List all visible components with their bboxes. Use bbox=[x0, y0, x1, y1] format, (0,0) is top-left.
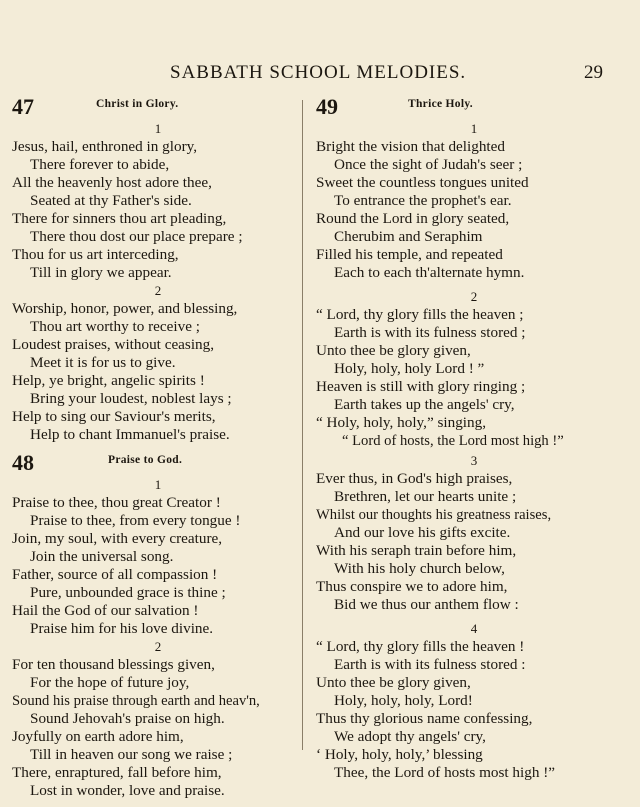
verse-line: For ten thousand blessings given, bbox=[12, 656, 215, 673]
verse-line: With his seraph train before him, bbox=[316, 542, 517, 559]
verse-line: Sound his praise through earth and heav'n, bbox=[12, 693, 260, 709]
verse-line: “ Lord, thy glory fills the heaven ! bbox=[316, 638, 525, 655]
verse-line: Bright the vision that delighted bbox=[316, 138, 505, 155]
verse-line: Seated at thy Father's side. bbox=[30, 192, 192, 209]
verse-line: There thou dost our place prepare ; bbox=[30, 228, 243, 245]
verse-line: “ Holy, holy, holy,” singing, bbox=[316, 414, 486, 431]
verse-line: Round the Lord in glory seated, bbox=[316, 210, 510, 227]
hymn-48 bbox=[12, 450, 304, 800]
verse-line: We adopt thy angels' cry, bbox=[334, 728, 486, 745]
page-number: 29 bbox=[584, 62, 603, 83]
verse-line: Ever thus, in God's high praises, bbox=[316, 470, 513, 487]
verse-number: 2 bbox=[154, 283, 162, 298]
verse-line: Whilst our thoughts his greatness raises, bbox=[316, 507, 552, 523]
hymn-47 bbox=[12, 94, 304, 444]
hymn-title: Thrice Holy. bbox=[408, 98, 473, 110]
hymn-number: 47 bbox=[12, 94, 34, 119]
hymn-title: Praise to God. bbox=[108, 454, 183, 466]
verse-number: 4 bbox=[470, 621, 478, 636]
hymn-number: 48 bbox=[12, 450, 34, 475]
verse-line: Thee, the Lord of hosts most high !” bbox=[334, 764, 556, 781]
verse-line: Bid we thus our anthem flow : bbox=[334, 596, 519, 613]
verse-line: “ Lord of hosts, the Lord most high !” bbox=[342, 433, 564, 449]
verse-line: Thou for us art interceding, bbox=[12, 246, 179, 263]
verse-line: Cherubim and Seraphim bbox=[334, 228, 483, 245]
verse-line: Earth is with its fulness stored ; bbox=[334, 324, 526, 341]
hymn-49 bbox=[316, 94, 632, 782]
verse-line: Filled his temple, and repeated bbox=[316, 246, 503, 263]
verse-line: Till in heaven our song we raise ; bbox=[30, 746, 233, 763]
verse-line: Holy, holy, holy, Lord! bbox=[334, 692, 473, 709]
verse-number: 2 bbox=[470, 289, 478, 304]
verse-line: Help to sing our Saviour's merits, bbox=[12, 408, 216, 425]
verse-line: Praise to thee, thou great Creator ! bbox=[12, 494, 221, 511]
verse-line: Loudest praises, without ceasing, bbox=[12, 336, 215, 353]
verse-line: And our love his gifts excite. bbox=[334, 524, 511, 541]
verse-line: Jesus, hail, enthroned in glory, bbox=[12, 138, 198, 155]
verse-line: Sweet the countless tongues united bbox=[316, 174, 529, 191]
verse-line: Join the universal song. bbox=[30, 548, 174, 565]
verse-line: There, enraptured, fall before him, bbox=[12, 764, 222, 781]
verse-line: Till in glory we appear. bbox=[30, 264, 172, 281]
verse-line: Lost in wonder, love and praise. bbox=[30, 782, 225, 799]
running-head: SABBATH SCHOOL MELODIES. bbox=[170, 62, 467, 83]
verse-line: There for sinners thou art pleading, bbox=[12, 210, 227, 227]
verse-line: Help to chant Immanuel's praise. bbox=[30, 426, 230, 443]
verse-line: ‘ Holy, holy, holy,’ blessing bbox=[316, 746, 483, 763]
page-header bbox=[0, 62, 640, 88]
verse-line: Pure, unbounded grace is thine ; bbox=[30, 584, 226, 601]
verse-line: Heaven is still with glory ringing ; bbox=[316, 378, 526, 395]
hymn-number: 49 bbox=[316, 94, 338, 119]
verse-line: Thou art worthy to receive ; bbox=[30, 318, 200, 335]
verse-line: Help, ye bright, angelic spirits ! bbox=[12, 372, 205, 389]
hymn-heading bbox=[12, 450, 304, 476]
verse-line: To entrance the prophet's ear. bbox=[334, 192, 512, 209]
verse-line: With his holy church below, bbox=[334, 560, 505, 577]
verse-line: Unto thee be glory given, bbox=[316, 674, 471, 691]
verse-line: Unto thee be glory given, bbox=[316, 342, 471, 359]
hymn-title: Christ in Glory. bbox=[96, 98, 179, 110]
verse-line: Each to each th'alternate hymn. bbox=[334, 264, 525, 281]
verse-line: Thus conspire we to adore him, bbox=[316, 578, 508, 595]
verse-line: For the hope of future joy, bbox=[30, 674, 190, 691]
verse-line: Thus thy glorious name confessing, bbox=[316, 710, 533, 727]
verse-line: Bring your loudest, noblest lays ; bbox=[30, 390, 232, 407]
hymn-heading bbox=[316, 94, 632, 120]
verse-line: Meet it is for us to give. bbox=[30, 354, 176, 371]
verse-number: 2 bbox=[154, 639, 162, 654]
verse-number: 1 bbox=[470, 121, 478, 136]
verse-line: All the heavenly host adore thee, bbox=[12, 174, 212, 191]
verse-line: Once the sight of Judah's seer ; bbox=[334, 156, 523, 173]
verse-line: Worship, honor, power, and blessing, bbox=[12, 300, 238, 317]
verse-number: 3 bbox=[470, 453, 478, 468]
verse-line: Earth takes up the angels' cry, bbox=[334, 396, 515, 413]
verse-line: Join, my soul, with every creature, bbox=[12, 530, 223, 547]
right-column bbox=[316, 94, 632, 782]
verse-line: Praise him for his love divine. bbox=[30, 620, 214, 637]
verse-number: 1 bbox=[154, 121, 162, 136]
verse-line: Father, source of all compassion ! bbox=[12, 566, 218, 583]
hymn-heading bbox=[12, 94, 304, 120]
verse-line: Holy, holy, holy Lord ! ” bbox=[334, 360, 485, 377]
verse-line: There forever to abide, bbox=[30, 156, 170, 173]
verse-line: Joyfully on earth adore him, bbox=[12, 728, 184, 745]
verse-line: “ Lord, thy glory fills the heaven ; bbox=[316, 306, 524, 323]
verse-line: Earth is with its fulness stored : bbox=[334, 656, 526, 673]
left-column bbox=[12, 94, 304, 800]
verse-line: Brethren, let our hearts unite ; bbox=[334, 488, 517, 505]
verse-number: 1 bbox=[154, 477, 162, 492]
verse-line: Sound Jehovah's praise on high. bbox=[30, 710, 225, 727]
verse-line: Praise to thee, from every tongue ! bbox=[30, 512, 241, 529]
verse-line: Hail the God of our salvation ! bbox=[12, 602, 199, 619]
